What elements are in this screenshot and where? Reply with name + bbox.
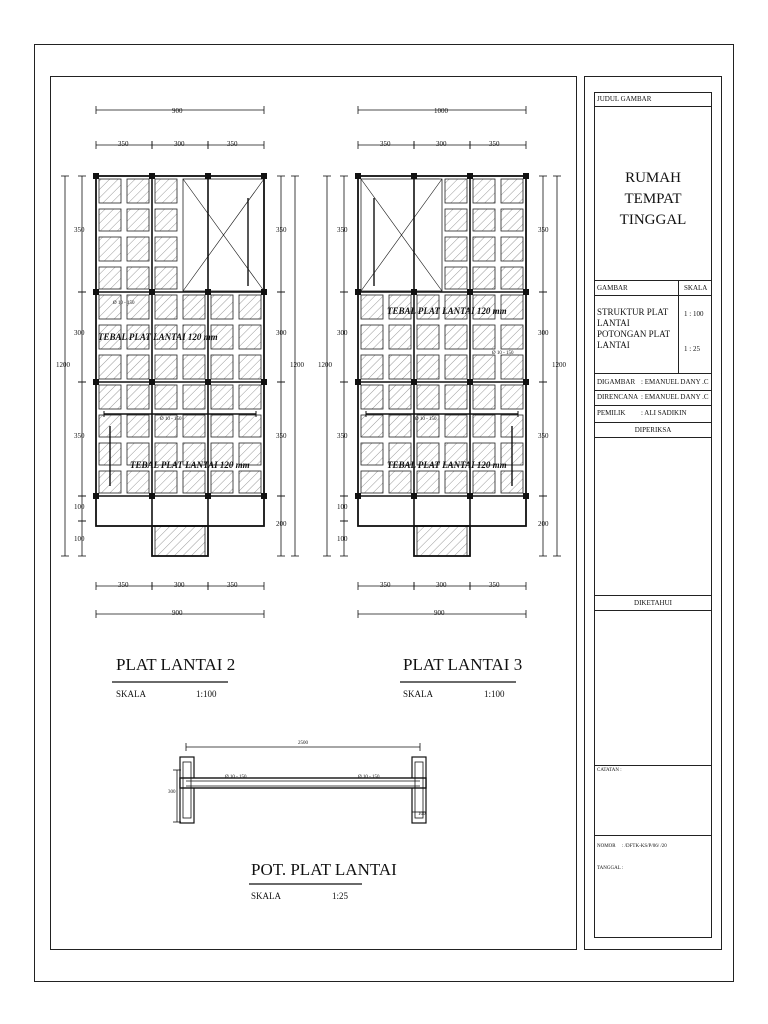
slab-section [180,778,426,788]
slab-panel [473,415,495,437]
p3-dim-total-bottom: 900 [434,609,445,617]
p3-dim-r-b: 300 [538,329,549,337]
slab-panel [389,385,411,409]
tb-digambar-label: DIGAMBAR [597,378,636,386]
tb-col-divider [678,280,679,373]
column [411,493,417,499]
p3-dim-c-bottom: 350 [489,581,500,589]
slab-panel [239,471,261,493]
dim-h-b: 300 [74,329,85,337]
slab-panel [211,295,233,319]
tb-item1 [597,307,670,351]
dim-b-top: 300 [174,140,185,148]
slab-panel [473,237,495,261]
column [355,173,361,179]
dim-h-total: 1200 [56,361,70,369]
tb-divider [594,390,712,391]
dim-h-a: 350 [74,226,85,234]
tb-direncana-label: DIRENCANA [597,393,639,401]
slab-panel [183,385,205,409]
slab-panel [473,179,495,203]
slab-panel [445,325,467,349]
dim-a-bottom: 350 [118,581,129,589]
slab-panel [99,237,121,261]
tb-direncana-value: : EMANUEL DANY .C [641,393,709,401]
slab-panel [239,295,261,319]
plan3-rebar-a: Ø 10 - 150 [492,351,514,356]
tb-divider [594,835,712,836]
tb-digambar-value: : EMANUEL DANY .C [641,378,709,386]
p3-dim-h-total: 1200 [318,361,332,369]
dim-r-total: 1200 [290,361,304,369]
p3-dim-total-top: 1000 [434,107,448,115]
plan2-rebar-a: Ø 10 - 150 [113,301,135,306]
tb-divider [594,610,712,611]
p3-dim-h-d: 100 [337,503,348,511]
slab-panel [99,267,121,289]
slab-panel [239,355,261,379]
slab-panel [99,179,121,203]
tb-project-line1: RUMAH [625,170,681,186]
dim-total-top: 900 [172,107,183,115]
slab-panel [99,209,121,231]
slab-panel [473,355,495,379]
tb-project-line2: TEMPAT TINGGAL [619,191,687,228]
column [467,173,473,179]
slab-panel [183,415,205,437]
slab-panel [239,325,261,349]
slab-panel [501,209,523,231]
slab-panel [361,471,383,493]
column [93,289,99,295]
slab-panel [417,471,439,493]
slab-panel [127,179,149,203]
slab-panel [99,295,121,319]
column [523,493,529,499]
tb-project-title [594,168,712,231]
p3-dim-r-a: 350 [538,226,549,234]
column [355,379,361,385]
slab-panel [127,237,149,261]
slab-panel [473,385,495,409]
column [261,289,267,295]
plan3-scale-label: SKALA [403,689,434,699]
slab-panel [211,355,233,379]
column [411,289,417,295]
slab-panel [445,209,467,231]
tb-divider [594,437,712,438]
dim-c-bottom: 350 [227,581,238,589]
slab-panel [155,209,177,231]
tb-item1-scale: 1 : 100 [684,310,704,318]
column [467,289,473,295]
column [467,493,473,499]
slab-panel [501,355,523,379]
tb-item1-line1: STRUKTUR PLAT [597,307,669,317]
slab-panel [445,355,467,379]
tb-divider [594,280,712,281]
p3-dim-h-b: 300 [337,329,348,337]
p3-dim-c-top: 350 [489,140,500,148]
slab-panel [239,385,261,409]
column [149,493,155,499]
slab-panel [473,209,495,231]
slab-panel [389,471,411,493]
plan2-note-top: TEBAL PLAT LANTAI 120 mm [98,332,218,342]
column [205,289,211,295]
tb-diketahui: DIKETAHUI [634,599,672,607]
plan2-scale-value: 1:100 [196,689,217,699]
slab-panel [99,355,121,379]
slab-panel [155,179,177,203]
column [149,379,155,385]
column [355,493,361,499]
section-scale-label: SKALA [251,891,282,901]
p3-dim-h-a: 350 [337,226,348,234]
slab-panel [211,415,233,437]
slab-panel [155,295,177,319]
section-rebar-right: Ø 10 - 150 [358,775,380,780]
slab-panel [361,443,383,465]
section-rebar-left: Ø 10 - 150 [225,775,247,780]
p3-dim-h-e: 100 [337,535,348,543]
column [93,493,99,499]
column [149,289,155,295]
dim-r-a: 350 [276,226,287,234]
plan3-note-top: TEBAL PLAT LANTAI 120 mm [387,306,507,316]
column [355,289,361,295]
slab-panel [445,471,467,493]
tb-item1-line2: LANTAI [597,318,630,328]
slab-panel [445,237,467,261]
p3-dim-b-top: 300 [436,140,447,148]
tb-judul-label: JUDUL GAMBAR [597,95,652,103]
slab-panel [127,295,149,319]
plan3-note-bottom: TEBAL PLAT LANTAI 120 mm [387,460,507,470]
tb-divider [594,373,712,374]
column [261,379,267,385]
column [205,379,211,385]
plan2-scale-label: SKALA [116,689,147,699]
slab-panel [183,471,205,493]
dim-a-top: 350 [118,140,129,148]
slab-panel [389,355,411,379]
plan3-rebar-b: Ø 10 - 150 [415,417,437,422]
tb-nomor-value: : /DFTK-KS/P/06/ /20 [622,844,667,849]
slab-panel [127,267,149,289]
plat-lantai-2-plan [61,106,299,682]
slab-panel [127,209,149,231]
column [523,379,529,385]
slab-panel [389,415,411,437]
column [93,379,99,385]
slab-panel [389,325,411,349]
p3-dim-r-c: 350 [538,432,549,440]
column [149,173,155,179]
column [523,289,529,295]
section-dim-span: 2500 [298,741,308,746]
dim-r-c: 350 [276,432,287,440]
slab-panel [445,179,467,203]
slab-panel [473,471,495,493]
dim-r-b: 300 [276,329,287,337]
slab-panel [417,385,439,409]
tb-item2-line2: LANTAI [597,340,630,350]
extension-panel [417,526,467,556]
tb-item2-line1: POTONGAN PLAT [597,329,671,339]
plat-lantai-3-plan [323,106,561,682]
section-beam-h: 300 [168,790,176,795]
slab-panel [361,295,383,319]
tb-pemilik-label: PEMILIK [597,409,626,417]
dim-h-d: 100 [74,503,85,511]
column [205,493,211,499]
tb-pemilik-value: : ALI SADIKIN [641,409,687,417]
plan2-rebar-b: Ø 10 - 150 [160,417,182,422]
slab-panel [361,355,383,379]
slab-panel [183,295,205,319]
p3-dim-h-c: 350 [337,432,348,440]
tb-item2-scale: 1 : 25 [684,345,700,353]
tb-divider [594,405,712,406]
slab-panel [361,385,383,409]
slab-panel [155,471,177,493]
column [467,379,473,385]
tb-skala-label: SKALA [684,284,708,292]
slab-panel [445,385,467,409]
tb-nomor-label: NOMOR [597,844,616,849]
slab-panel [211,385,233,409]
plan2-note-bottom: TEBAL PLAT LANTAI 120 mm [130,460,250,470]
column [523,173,529,179]
dim-r-d: 200 [276,520,287,528]
p3-dim-b-bottom: 300 [436,581,447,589]
p3-dim-r-d: 200 [538,520,549,528]
slab-panel [361,415,383,437]
slab-panel [501,325,523,349]
tb-divider [594,295,712,296]
slab-panel [417,325,439,349]
slab-panel [361,325,383,349]
slab-panel [99,385,121,409]
plan2-title: PLAT LANTAI 2 [116,655,236,674]
column [261,493,267,499]
slab-panel [239,415,261,437]
slab-panel [445,415,467,437]
slab-panel [155,385,177,409]
column [205,173,211,179]
slab-panel [127,355,149,379]
dim-b-bottom: 300 [174,581,185,589]
section-scale-value: 1:25 [332,891,349,901]
slab-panel [501,179,523,203]
slab-panel [155,237,177,261]
dim-h-c: 350 [74,432,85,440]
tb-tanggal-label: TANGGAL : [597,866,624,871]
plan3-title: PLAT LANTAI 3 [403,655,523,674]
extension-panel [155,526,205,556]
slab-panel [127,471,149,493]
slab-panel [501,385,523,409]
tb-gambar-label: GAMBAR [597,284,628,292]
slab-panel [183,355,205,379]
tb-divider [594,422,712,423]
slab-panel [473,267,495,289]
tb-divider [594,106,712,107]
slab-panel [127,415,149,437]
slab-panel [417,355,439,379]
slab-panel [155,267,177,289]
slab-panel [155,355,177,379]
tb-diperiksa: DIPERIKSA [634,426,672,434]
tb-catatan: CATATAN : [597,768,622,773]
slab-panel [501,267,523,289]
tb-divider [594,595,712,596]
column [411,173,417,179]
slab-panel [501,237,523,261]
dim-c-top: 350 [227,140,238,148]
slab-panel [127,385,149,409]
section-title: POT. PLAT LANTAI [251,860,397,879]
p3-dim-r-total: 1200 [552,361,566,369]
plan3-scale-value: 1:100 [484,689,505,699]
column [261,173,267,179]
column [411,379,417,385]
slab-panel [211,471,233,493]
dim-h-e: 100 [74,535,85,543]
slab-panel [473,325,495,349]
dim-total-bottom: 900 [172,609,183,617]
slab-panel [445,267,467,289]
p3-dim-a-bottom: 350 [380,581,391,589]
tb-divider [594,765,712,766]
column [93,173,99,179]
p3-dim-a-top: 350 [380,140,391,148]
left-beam [180,757,194,823]
section-beam-w: 100 [418,812,426,817]
